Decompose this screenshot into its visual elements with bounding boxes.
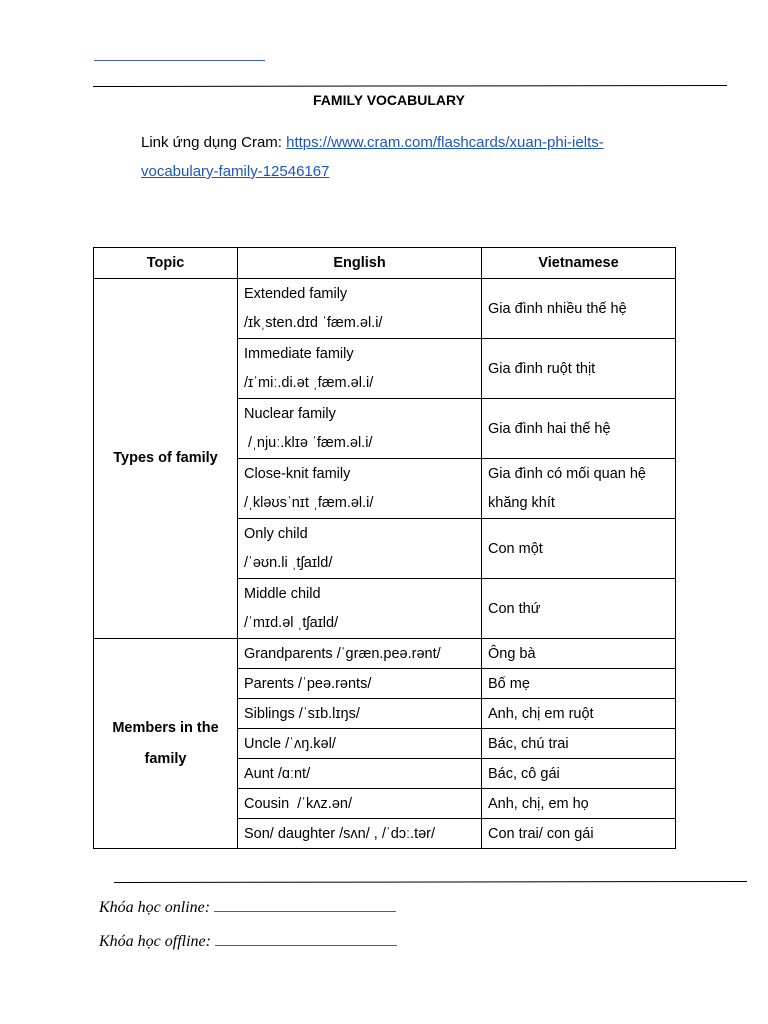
english-term: Middle child: [244, 585, 321, 602]
vietnamese-cell: Gia đình hai thế hệ: [482, 399, 676, 459]
table-row: [94, 279, 676, 339]
table-header-row: [94, 248, 676, 279]
ipa-text: /ɪˈmiː.di.ət ˌfæm.əl.i/: [244, 374, 374, 391]
header-vietnamese: Vietnamese: [482, 248, 676, 279]
topic-members-in-the-family: Members in the family: [94, 639, 238, 849]
header-english: English: [238, 248, 482, 279]
english-term: Only child: [244, 525, 308, 542]
online-course-link[interactable]: [214, 897, 396, 912]
english-term: Immediate family: [244, 345, 354, 362]
ipa-text: /ˌkləʊsˈnɪt ˌfæm.əl.i/: [244, 494, 374, 511]
english-cell: [238, 399, 482, 459]
vietnamese-cell: Bác, cô gái: [482, 759, 676, 789]
english-term: Extended family: [244, 285, 348, 302]
ipa-text: /ˈmɪd.əl ˌtʃaɪld/: [244, 614, 339, 631]
english-term: Close-knit family: [244, 465, 351, 482]
english-cell: [238, 279, 482, 339]
english-cell: Uncle /ˈʌŋ.kəl/: [238, 729, 482, 759]
vietnamese-cell: Gia đình có mối quan hệ khăng khít: [482, 459, 676, 519]
english-term: Nuclear family: [244, 405, 336, 422]
vietnamese-cell: Bác, chú trai: [482, 729, 676, 759]
topic-types-of-family: Types of family: [94, 279, 238, 639]
english-cell: Cousin /ˈkʌz.ən/: [238, 789, 482, 819]
ipa-text: /ˌnjuː.klɪə ˈfæm.əl.i/: [244, 434, 373, 451]
vietnamese-cell: Gia đình ruột thịt: [482, 339, 676, 399]
vocabulary-table: [93, 247, 676, 849]
footer-divider: [114, 881, 747, 883]
english-cell: Grandparents /ˈɡræn.peə.rənt/: [238, 639, 482, 669]
vietnamese-cell: Con một: [482, 519, 676, 579]
vietnamese-cell: Gia đình nhiều thế hệ: [482, 279, 676, 339]
vietnamese-cell: Anh, chị em ruột: [482, 699, 676, 729]
cram-link-paragraph: [141, 128, 681, 186]
document-title: FAMILY VOCABULARY: [313, 92, 465, 108]
offline-course-label: Khóa học offline:: [99, 933, 215, 950]
cram-link[interactable]: https://www.cram.com/flashcards/xuan-phi-ielts-vocabulary-family-12546167: [141, 134, 604, 180]
english-cell: [238, 339, 482, 399]
vietnamese-cell: Ông bà: [482, 639, 676, 669]
footer-offline-line: [99, 931, 397, 951]
table-row: [94, 639, 676, 669]
cram-link-label: Link ứng dụng Cram:: [141, 134, 287, 151]
header-link-underline[interactable]: [94, 60, 265, 61]
vietnamese-cell: Con thứ: [482, 579, 676, 639]
english-cell: [238, 579, 482, 639]
offline-course-link[interactable]: [215, 931, 397, 946]
english-cell: Parents /ˈpeə.rənts/: [238, 669, 482, 699]
ipa-text: /ˈəʊn.li ˌtʃaɪld/: [244, 554, 333, 571]
english-cell: Aunt /ɑːnt/: [238, 759, 482, 789]
english-cell: Siblings /ˈsɪb.lɪŋs/: [238, 699, 482, 729]
english-cell: [238, 519, 482, 579]
online-course-label: Khóa học online:: [99, 899, 215, 916]
footer-online-line: [99, 897, 396, 917]
english-cell: Son/ daughter /sʌn/ , /ˈdɔː.tər/: [238, 819, 482, 849]
ipa-text: /ɪkˌsten.dɪd ˈfæm.əl.i/: [244, 314, 383, 331]
header-topic: Topic: [94, 248, 238, 279]
vietnamese-cell: Con trai/ con gái: [482, 819, 676, 849]
vietnamese-cell: Bố mẹ: [482, 669, 676, 699]
vietnamese-cell: Anh, chị, em họ: [482, 789, 676, 819]
english-cell: [238, 459, 482, 519]
header-divider: [93, 85, 727, 87]
